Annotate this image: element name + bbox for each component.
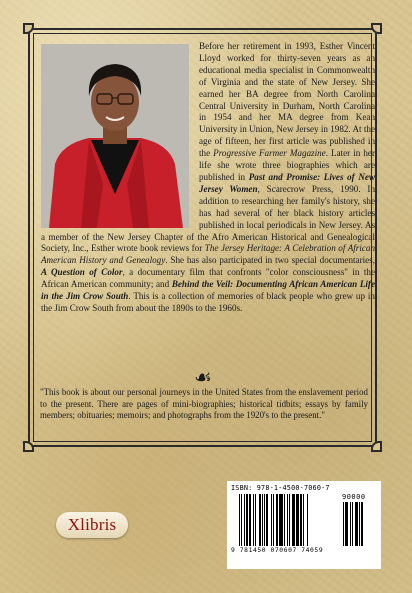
bio-text: . This is a collection of memories of black people who grew up in the Jim Crow South from about the 1890s to the 1960s. xyxy=(41,291,375,313)
frame-corner xyxy=(23,23,34,34)
book-description-quote: "This book is about our personal journeys in the United States from the enslavement period to the present. There are pages of mini-biographies; historical tidbits; essays by family members; obituaries; memoirs; and photographs from the 1920's to the present." xyxy=(40,387,368,421)
author-biography xyxy=(41,41,375,315)
supplement-code: 90000 xyxy=(342,493,366,501)
bio-text: , Scarecrow Press, 1990. In addition to researching her family's history, she has had several of her black history articles published in local periodicals in New Jersey. As a member of the New Jersey Chapter of the Afro American Historical and Genealogical Society, Inc., Esther wrote book reviews for xyxy=(41,183,376,254)
bio-text: , a documentary film that confronts "color consciousness" in the African American community; and xyxy=(41,267,375,290)
publisher-logo: Xlibris xyxy=(56,512,128,538)
frame-corner xyxy=(23,441,34,452)
isbn-number: ISBN: 978-1-4500-7060-7 xyxy=(231,484,330,492)
bio-book-title: Past and Promise: Lives of New Jersey Women xyxy=(199,171,376,194)
bio-documentary-title: A Question of Color xyxy=(41,267,123,278)
fleuron-ornament-icon: ☙ xyxy=(194,367,212,389)
frame-corner xyxy=(371,23,382,34)
ean-barcode-bars xyxy=(239,494,337,546)
bio-text: . She has also participated in two special documentaries, xyxy=(165,255,375,266)
bio-magazine-title: Progressive Farmer Magazine xyxy=(213,148,326,159)
photo-spacer xyxy=(41,41,191,231)
isbn-barcode xyxy=(227,481,381,569)
barcode-digits: 9 781450 070607 74059 xyxy=(231,547,324,554)
bio-text: Before her retirement in 1993, Esther Vincent Lloyd worked for thirty-seven years as an educational media specialist in Commonwealth of Virginia and the state of New Jersey. She earned her BA degree from North Carolina Central University in Durham, North Carolina in 1954 and her MA degree from Kean University in Union, New Jersey in 1982. At the age of fifteen, her first article was published in the xyxy=(199,41,375,159)
supplement-barcode-bars xyxy=(343,502,373,546)
frame-corner xyxy=(371,441,382,452)
bio-text: . Later in her life she wrote three biographies which are published in xyxy=(199,148,375,182)
bio-documentary-title: Behind the Veil: Documenting African American Life in the Jim Crow South xyxy=(41,279,375,302)
bio-journal-title: The Jersey Heritage: A Celebration of African American History and Genealogy xyxy=(41,243,376,266)
